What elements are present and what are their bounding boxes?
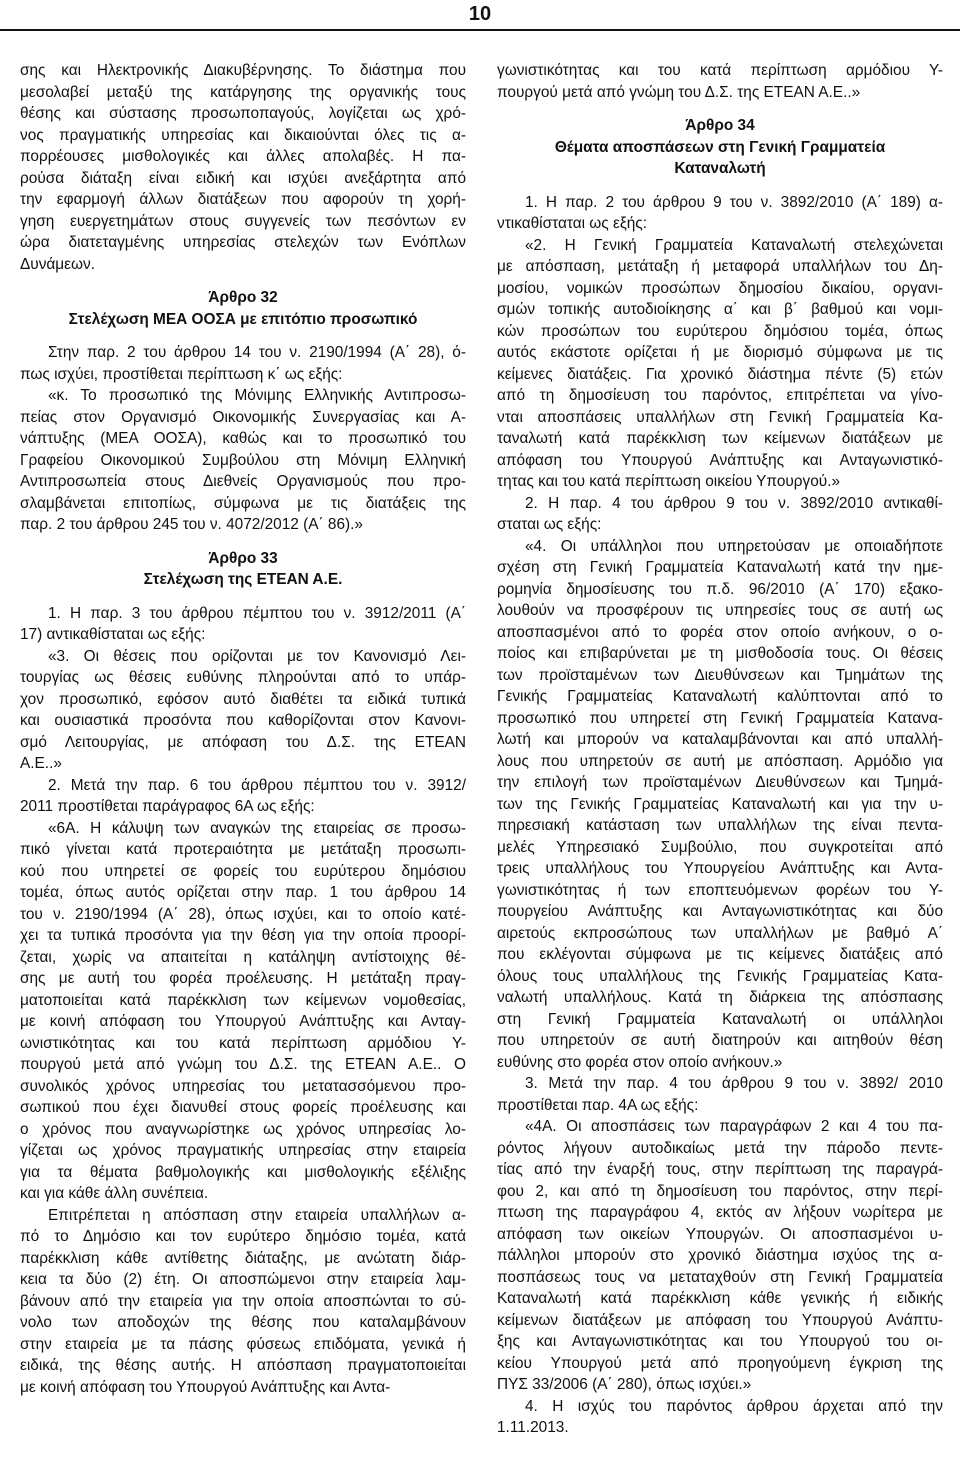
text-line: Α.Ε..» bbox=[20, 755, 62, 772]
text-line: μοσίου, νομικών προσώπων δημοσίου δικαίου, οργανι- bbox=[497, 279, 943, 297]
paragraph bbox=[497, 1396, 943, 1439]
text-line: και για κάθε άλλη συνέπεια. bbox=[20, 1185, 209, 1202]
text-line: Στην παρ. 2 του άρθρου 14 του ν. 2190/1994 (Α΄ 28), ό- bbox=[48, 344, 466, 361]
text-line: στη Γενική Γραμματεία Καταναλωτή οι υπάλληλοι bbox=[497, 1010, 943, 1028]
text-line: ντικαθίσταται ως εξής: bbox=[497, 215, 648, 232]
text-line: Γενικής Γραμματείας Καταναλωτή καλύπτονται από το bbox=[497, 688, 943, 705]
text-line: σης με αυτή του φορέα προέλευσης. Η μετάταξη πραγ- bbox=[20, 970, 466, 987]
text-line: την εφαρμογή άλλων διατάξεων που αφορούν τη χορή- bbox=[20, 191, 466, 208]
text-line: παρέκκλιση κάθε αντίθετης διάταξης, με ανώτατη διάρ- bbox=[20, 1249, 466, 1267]
text-line: Δυνάμεων. bbox=[20, 255, 96, 273]
text-line: των προϊσταμένων των Διευθύνσεων και Τμημάτων της bbox=[497, 666, 943, 684]
text-line: 1.11.2013. bbox=[497, 1419, 569, 1436]
text-line: ξης και Ανταγωνιστικότητας και του Υπουργού του οι- bbox=[497, 1333, 943, 1350]
paragraph bbox=[20, 818, 466, 1205]
paragraph bbox=[20, 775, 466, 818]
text-line: τρεις υπαλλήλους του Υπουργείου Ανάπτυξης και Αντα- bbox=[497, 860, 943, 877]
text-line: 3. Μετά την παρ. 4 του άρθρου 9 του ν. 3892/ 2010 bbox=[525, 1075, 943, 1092]
text-line: κείου Υπουργού μετά από προηγούμενη έγκριση της bbox=[497, 1354, 943, 1372]
text-line: γωνιστικότητας ή των εποπτευόμενων φορέων του Υ- bbox=[497, 881, 943, 899]
text-line: κεια τα δύο (2) έτη. Οι αποσπώμενοι στην εταιρεία λαμ- bbox=[20, 1271, 466, 1288]
paragraph bbox=[497, 1116, 943, 1396]
header-rule bbox=[0, 29, 960, 31]
text-line: πως ισχύει, προστίθεται περίπτωση κ΄ ως εξής: bbox=[20, 365, 343, 383]
text-line: ποίος και επιβαρύνεται με τη μισθοδοσία τους. Οι θέσεις bbox=[497, 645, 943, 662]
text-line: νάπτυξης (ΜΕΑ ΟΟΣΑ), καθώς και το προσωπικό του bbox=[20, 430, 466, 447]
text-line: Καταναλωτή κατά παρέκκλιση κάθε γενικής ή ειδικής bbox=[497, 1290, 943, 1307]
article-33-title: Άρθρο 33 bbox=[208, 549, 278, 567]
text-line: θέσης και σύστασης προσωποπαγούς, λογίζεται ως χρό- bbox=[20, 105, 466, 122]
paragraph bbox=[20, 60, 466, 275]
paragraph bbox=[20, 342, 466, 385]
text-line: ο χρόνος που αναγνωρίστηκε ως χρόνος υπηρεσίας λο- bbox=[20, 1120, 466, 1138]
text-line: την επιλογή των προϊσταμένων Διευθύνσεων και Τμημά- bbox=[497, 774, 943, 791]
text-line: για τα θέματα βαθμολογικής και μισθολογικής εξέλιξης bbox=[20, 1163, 466, 1181]
text-line: κού που υπηρετεί σε φορείς του ευρύτερου δημόσιου bbox=[20, 862, 466, 880]
text-line: γίζεται ως χρόνος πραγματικής υπηρεσίας στην εταιρεία bbox=[20, 1142, 466, 1159]
text-line: όλους τους υπαλλήλους της Γενικής Γραμματείας Κατα- bbox=[497, 967, 943, 985]
text-line: λους που υπηρετούν σε αυτή με απόσπαση. Αρμόδιο για bbox=[497, 752, 943, 770]
text-line: πουργείου Ανάπτυξης και Ανταγωνιστικότητας και δύο bbox=[497, 903, 943, 920]
text-line: 2011 προστίθεται παράγραφος 6Α ως εξής: bbox=[20, 798, 315, 815]
text-line: που υπηρετούν σε αυτή διατηρούν και αιτηθούν θέση bbox=[497, 1032, 943, 1049]
article-32-subtitle: Στελέχωση ΜΕΑ ΟΟΣΑ με επιτόπιο προσωπικό bbox=[68, 310, 418, 328]
text-line: νται αποσπάσεις υπαλλήλων στη Γενική Γραμματεία Κα- bbox=[497, 408, 943, 426]
text-line: 17) αντικαθίσταται ως εξής: bbox=[20, 626, 206, 643]
article-32-title: Άρθρο 32 bbox=[208, 289, 278, 306]
text-line: σωπικού που έχει διανυθεί στους φορείς προέλευσης και bbox=[20, 1099, 466, 1116]
text-line: ΠΥΣ 33/2006 (Α΄ 280), όπως ισχύει.» bbox=[497, 1376, 752, 1393]
text-line: απόφαση των οικείων Υπουργών. Οι αποσπασμένοι υ- bbox=[497, 1225, 943, 1243]
paragraph bbox=[20, 603, 466, 646]
text-line: και ουσιαστικά προσόντα που καθορίζονται στον Κανονι- bbox=[20, 712, 466, 729]
text-line: ειδικά, της θέσης αυτής. Η απόσπαση πραγματοποιείται bbox=[20, 1357, 466, 1374]
text-line: «6Α. Η κάλυψη των αναγκών της εταιρείας σε προσω- bbox=[48, 819, 466, 837]
text-line: ρόντος λήγουν αυτοδικαίως μετά την πάροδο πεντε- bbox=[497, 1139, 943, 1157]
text-line: πουργού μετά από γνώμη του Δ.Σ. της ΕΤΕΑΝ Α.Ε.. Ο bbox=[20, 1056, 466, 1073]
text-line: λουθούν να προσφέρουν τις υπηρεσίες τους σε αυτή ως bbox=[497, 602, 943, 619]
paragraph bbox=[497, 192, 943, 235]
text-line: κείμενες διατάξεις. Για χρονικό διάστημα πέντε (5) ετών bbox=[497, 365, 943, 383]
text-line: βάνουν από την εταιρεία για την οποία αποσπώνται το σύ- bbox=[20, 1292, 466, 1310]
text-line: τίας από την έναρξή τους, στην περίπτωση της παραγρά- bbox=[497, 1161, 943, 1178]
article-33-subtitle: Στελέχωση της ΕΤΕΑΝ Α.Ε. bbox=[143, 571, 343, 588]
text-line: ευθύνης στο φορέα στον οποίο ανήκουν.» bbox=[497, 1053, 783, 1071]
text-line: από τη δημοσίευση του παρόντος, επιτρέπεται να γίνο- bbox=[497, 387, 943, 404]
text-line: χει τα τυπικά προσόντα για την θέση για την οποία προορί- bbox=[20, 927, 466, 944]
text-line: «4. Οι υπάλληλοι που υπηρετούσαν με οποιαδήποτε bbox=[525, 537, 943, 555]
text-line: 2. Μετά την παρ. 6 του άρθρου πέμπτου του ν. 3912/ bbox=[48, 776, 466, 794]
text-line: παρ. 2 του άρθρου 245 του ν. 4072/2012 (Α΄ 86).» bbox=[20, 516, 363, 533]
right-column bbox=[497, 60, 943, 1439]
text-line: πηρεσιακή κατάσταση των υπαλλήλων της είναι πεντα- bbox=[497, 817, 943, 834]
text-line: με απόσπαση, μετάταξη ή μεταφορά υπαλλήλων του Δη- bbox=[497, 258, 943, 275]
text-line: μεσολαβεί μεταξύ της κατάργησης της οργανικής τους bbox=[20, 83, 466, 101]
text-line: 2. Η παρ. 4 του άρθρου 9 του ν. 3892/2010 αντικαθί- bbox=[525, 494, 943, 512]
text-line: τουργίας ως θέσεις ευθύνης πληρούνται από το υπάρ- bbox=[20, 669, 466, 686]
paragraph bbox=[20, 1205, 466, 1399]
paragraph bbox=[497, 493, 943, 536]
text-line: αποσπασμένοι από το φορέα στον οποίο ανήκουν, ο ο- bbox=[497, 623, 943, 641]
text-line: των της Γενικής Γραμματείας Καταναλωτή και για την υ- bbox=[497, 795, 943, 813]
text-line: 1. Η παρ. 2 του άρθρου 9 του ν. 3892/2010 (Α΄ 189) α- bbox=[525, 193, 943, 211]
text-line: σμό Λειτουργίας, με απόφαση του Δ.Σ. της ΕΤΕΑΝ bbox=[20, 733, 466, 751]
text-line: που εκλέγονται σύμφωνα με τις κείμενες διατάξεις από bbox=[497, 946, 943, 963]
text-line: «κ. Το προσωπικό της Μόνιμης Ελληνικής Αντιπροσω- bbox=[48, 387, 466, 404]
text-line: φου 2, και από τη δημοσίευση του παρόντος, στην περί- bbox=[497, 1182, 943, 1200]
paragraph bbox=[497, 536, 943, 1074]
text-line: με κοινή απόφαση του Υπουργού Ανάπτυξης και Αντα- bbox=[20, 1378, 391, 1396]
text-line: 1. Η παρ. 3 του άρθρου πέμπτου του ν. 3912/2011 (Α΄ bbox=[48, 604, 466, 622]
left-column bbox=[20, 60, 466, 1398]
text-line: σταται ως εξής: bbox=[497, 516, 602, 533]
text-line: ταναλωτή κατά παρέκκλιση των κείμενων διατάξεων με bbox=[497, 430, 943, 447]
text-line: πό το Δημόσιο και τον ευρύτερο δημόσιο τομέα, κατά bbox=[20, 1228, 466, 1245]
text-line: σχέση στη Γενική Γραμματεία Καταναλωτή κατά την ημε- bbox=[497, 559, 943, 576]
text-line: ωνιστικότητας και του κατά περίπτωση αρμόδιου Υ- bbox=[20, 1034, 466, 1052]
text-line: πουργού μετά από γνώμη του Δ.Σ. της ΕΤΕΑΝ Α.Ε..» bbox=[497, 83, 861, 101]
text-line: γηση ευεργετημάτων στους συγγενείς των πεσόντων εν bbox=[20, 212, 466, 230]
text-line: πτωση της παραγράφου 4, εκτός αν λήξουν νωρίτερα με bbox=[497, 1204, 943, 1221]
text-line: σης και Ηλεκτρονικής Διακυβέρνησης. Το διάστημα που bbox=[20, 62, 466, 79]
text-line: ναλωτή υπαλλήλους. Κατά τη διάρκεια της απόσπασης bbox=[497, 989, 943, 1006]
text-line: λωτή και μπορούν να καταλαμβάνονται και από υπαλλή- bbox=[497, 731, 943, 748]
paragraph bbox=[497, 60, 943, 103]
text-line: κών προσώπων του ευρύτερου δημόσιου τομέα, όπως bbox=[497, 322, 943, 340]
text-line: πικό γίνεται κατά προτεραιότητα με μετάταξη προσωπι- bbox=[20, 841, 466, 858]
text-line: τητας και του κατά περίπτωση οικείου Υπουργού.» bbox=[497, 473, 841, 490]
text-line: προσωπικό που υπηρετεί στη Γενική Γραμματεία Κατανα- bbox=[497, 709, 943, 727]
text-line: χον προσωπικό, εφόσον αυτό διαθέτει τα ειδικά τυπικά bbox=[20, 690, 466, 708]
article-34-subtitle-line2: Καταναλωτή bbox=[674, 160, 766, 177]
text-line: ώρα διατεταγμένης υπηρεσίας στελεχών των Ενόπλων bbox=[20, 234, 466, 251]
text-line: τομέα, όπως αυτός ορίζεται στην παρ. 1 του άρθρου 14 bbox=[20, 884, 466, 901]
text-line: συνολικός χρόνος υπηρεσίας του μετατασσόμενου προ- bbox=[20, 1077, 466, 1095]
text-line: προστίθεται παρ. 4Α ως εξής: bbox=[497, 1096, 699, 1114]
text-line: σμών τοπικής αυτοδιοίκησης α΄ και β΄ βαθμού και νομι- bbox=[497, 301, 943, 318]
text-line: μελές Υπηρεσιακό Συμβούλιο, που συγκροτείται από bbox=[497, 838, 943, 856]
text-line: νολο των αποδοχών της θέσης που καταλαμβάνουν bbox=[20, 1314, 466, 1331]
text-line: ρομηνία δημοσίευσης του π.δ. 96/2010 (Α΄ 170) εξακο- bbox=[497, 580, 943, 598]
text-line: πείας στον Οργανισμό Οικονομικής Συνεργασίας και Α- bbox=[20, 408, 466, 426]
text-line: «4Α. Οι αποσπάσεις των παραγράφων 2 και 4 του πα- bbox=[525, 1118, 943, 1135]
text-line: του ν. 2190/1994 (Α΄ 28), όπως ισχύει, και το οποίο κατέ- bbox=[20, 905, 466, 923]
text-line: Γραφείου Οικονομικού Συμβούλου στη Μόνιμη Ελληνική bbox=[20, 451, 466, 469]
paragraph bbox=[497, 235, 943, 493]
text-line: αυτός εκάστοτε ορίζεται ή με διορισμό σύμφωνα με τις bbox=[497, 344, 943, 361]
paragraph bbox=[20, 646, 466, 775]
text-line: «2. Η Γενική Γραμματεία Καταναλωτή στελεχώνεται bbox=[525, 236, 943, 254]
article-34-title: Άρθρο 34 bbox=[685, 117, 755, 134]
text-line: αιρετούς εκπροσώπους των υπαλλήλων με βαθμό Α΄ bbox=[497, 924, 943, 942]
text-line: 4. Η ισχύς του παρόντος άρθρου άρχεται από την bbox=[525, 1397, 943, 1415]
text-line: πάλληλοι μπορούν στο χρονικό διάστημα ισχύος της α- bbox=[497, 1247, 943, 1264]
text-line: στην εταιρεία με τα πάσης φύσεως επιδόματα, γενικά ή bbox=[20, 1335, 466, 1353]
text-line: ποσπάσεως τους να μεταταχθούν στη Γενική Γραμματεία bbox=[497, 1268, 943, 1286]
text-line: σλαμβάνεται επιτοπίως, σύμφωνα με τις διατάξεις της bbox=[20, 494, 466, 512]
text-line: ματοποιείται κατά παρέκκλιση των κείμενων νομοθεσίας, bbox=[20, 991, 466, 1009]
text-line: «3. Οι θέσεις που ορίζονται με τον Κανονισμό Λει- bbox=[48, 647, 466, 665]
text-line: ζεται, χωρίς να απαιτείται η κατάληψη αντίστοιχης θέ- bbox=[20, 948, 466, 966]
text-line: ρούσα διάταξη είναι ειδική και ισχύει ανεξάρτητα από bbox=[20, 169, 466, 187]
page-number: 10 bbox=[468, 3, 492, 25]
paragraph bbox=[20, 385, 466, 536]
text-line: νος πραγματικής υπηρεσίας και δικαιούνται όλες τις α- bbox=[20, 126, 466, 144]
paragraph bbox=[497, 1073, 943, 1116]
text-line: απόφαση του Υπουργού Ανάπτυξης και Ανταγωνιστικό- bbox=[497, 451, 943, 469]
text-line: γωνιστικότητας και του κατά περίπτωση αρμόδιου Υ- bbox=[497, 62, 943, 79]
text-line: Αντιπροσωπεία στους Διεθνείς Οργανισμούς που προ- bbox=[20, 473, 466, 490]
text-line: Επιτρέπεται η απόσπαση στην εταιρεία υπαλλήλων α- bbox=[48, 1206, 466, 1224]
article-34-subtitle-line1: Θέματα αποσπάσεων στη Γενική Γραμματεία bbox=[554, 138, 886, 156]
text-line: κείμενων διατάξεων με απόφαση του Υπουργού Ανάπτυ- bbox=[497, 1311, 943, 1329]
text-line: πορρέουσες μισθολογικές και άλλες απολαβές. Η πα- bbox=[20, 148, 466, 165]
text-line: με κοινή απόφαση του Υπουργού Ανάπτυξης και Ανταγ- bbox=[20, 1013, 466, 1030]
